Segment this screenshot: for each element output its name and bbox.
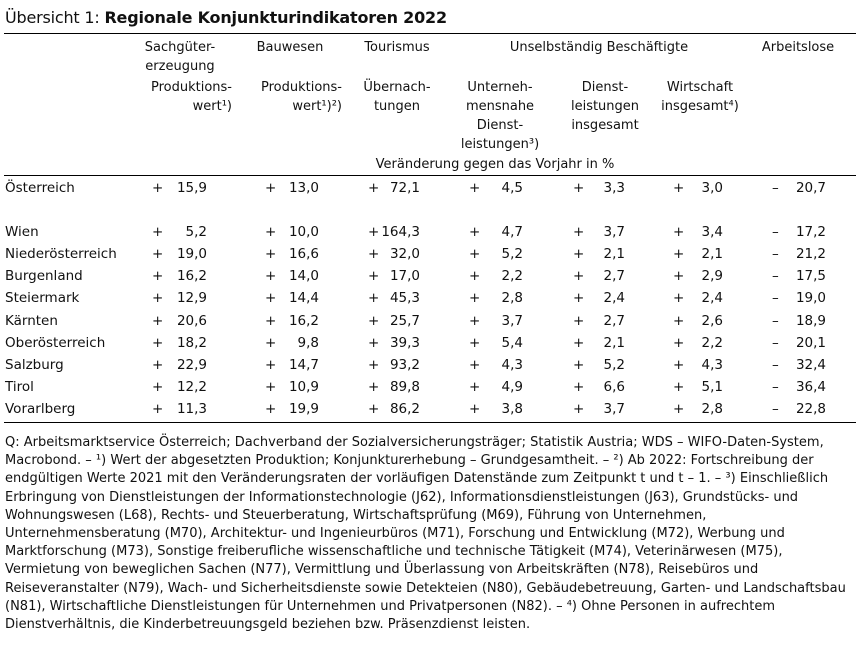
subheader-wirtschaft: Wirtschaft insgesamt⁴) — [661, 80, 739, 114]
source-notes: Q: Arbeitsmarktservice Österreich; Dachverband der Sozialversicherungsträger; Statistik Austria; WDS – WIFO-Daten-System, Macrobond. – ¹) Wert der abgesetzten Produktion; Konjunkturerhebung – Grundgesamtheit. – ²) Ab 2022: Fortschreibung der endgültigen Werte 2021 mit den Veränderungsraten der vorläufigen Datenstände zum Zeitpunkt t und t – 1. – ³) Einschließlich Erbringung von Dienstleistungen der Informationstechnologie (J62), Informationsdienstleistungen (J63), Grundstücks- und Wohnungswesen (L68), Rechts- und Steuerberatung, Wirtschaftsprüfung (M69), Führung von Unternehmen, Unternehmensberatung (M70), Architektur- und Ingenieurbüros (M71), Forschung und Entwicklung (M72), Werbung und Marktforschung (M73), Sonstige freiberufliche wissenschaftliche und technische Tätigkeit (M74), Veterinärwesen (M75), Vermietung von beweglichen Sachen (N77), Vermittlung und Überlassung von Arbeitskräften (N78), Reisebüros und Reiseveranstalter (N79), Wach- und Sicherheitsdienste sowie Detekteien (N80), Gebäudebetreuung, Garten- und Landschaftsbau (N81), Wirtschaftliche Dienstleistungen für Unternehmen und Privatpersonen (N82). – ⁴) Ohne Personen in aufrechtem Dienstverhältnis, die Kinderbetreuungsgeld beziehen bzw. Präsenzdienst leisten. — [5, 435, 846, 633]
cell-sign: + — [573, 335, 585, 351]
cell-sign: + — [368, 379, 380, 395]
cell-value: 3,7 — [603, 224, 625, 240]
cell-sign: + — [573, 224, 585, 240]
row-label: Österreich — [5, 180, 75, 196]
cell-value: 16,2 — [176, 268, 207, 284]
cell-value: 13,0 — [288, 180, 319, 196]
cell-sign: + — [368, 180, 380, 196]
cell-value: 10,9 — [288, 379, 319, 395]
cell-value: 18,9 — [795, 313, 826, 329]
cell-value: 4,7 — [501, 224, 523, 240]
cell-value: 6,6 — [603, 379, 625, 395]
cell-value: 2,1 — [701, 246, 723, 262]
cell-value: 10,0 — [288, 224, 319, 240]
rule-bottom — [4, 422, 856, 423]
cell-sign: + — [573, 313, 585, 329]
cell-sign: – — [772, 401, 779, 417]
cell-value: 14,4 — [288, 290, 319, 306]
cell-value: 15,9 — [176, 180, 207, 196]
cell-value: 12,2 — [176, 379, 207, 395]
row-label: Salzburg — [5, 357, 64, 373]
cell-value: 3,7 — [603, 401, 625, 417]
cell-sign: + — [469, 357, 481, 373]
cell-sign: + — [673, 290, 685, 306]
cell-sign: – — [772, 335, 779, 351]
cell-value: 9,8 — [297, 335, 319, 351]
cell-value: 2,9 — [701, 268, 723, 284]
cell-value: 72,1 — [389, 180, 420, 196]
cell-sign: – — [772, 246, 779, 262]
cell-value: 4,5 — [501, 180, 523, 196]
row-label: Tirol — [5, 379, 34, 395]
cell-value: 2,4 — [603, 290, 625, 306]
cell-value: 16,2 — [288, 313, 319, 329]
cell-sign: + — [673, 313, 685, 329]
cell-sign: + — [469, 180, 481, 196]
cell-sign: + — [368, 401, 380, 417]
cell-value: 25,7 — [389, 313, 420, 329]
header-arbeitslose: Arbeitslose — [761, 40, 835, 55]
cell-sign: + — [573, 357, 585, 373]
cell-sign: + — [469, 268, 481, 284]
subheader-sach: Produktions- wert¹) — [150, 80, 232, 114]
cell-sign: + — [265, 246, 277, 262]
subheader-bau: Produktions- wert¹)²) — [260, 80, 342, 114]
cell-value: 22,9 — [176, 357, 207, 373]
cell-value: 20,6 — [176, 313, 207, 329]
cell-sign: + — [573, 268, 585, 284]
cell-sign: + — [152, 290, 164, 306]
cell-value: 19,0 — [795, 290, 826, 306]
row-label: Vorarlberg — [5, 401, 76, 417]
cell-value: 17,2 — [795, 224, 826, 240]
cell-sign: + — [152, 268, 164, 284]
cell-sign: + — [469, 401, 481, 417]
cell-sign: – — [772, 180, 779, 196]
cell-sign: – — [772, 357, 779, 373]
cell-value: 5,1 — [701, 379, 723, 395]
rule-top — [4, 33, 856, 34]
cell-sign: + — [152, 224, 164, 240]
cell-value: 2,1 — [603, 335, 625, 351]
cell-sign: + — [368, 357, 380, 373]
cell-value: 2,4 — [701, 290, 723, 306]
cell-value: 32,0 — [389, 246, 420, 262]
cell-value: 14,0 — [288, 268, 319, 284]
cell-sign: – — [772, 313, 779, 329]
cell-sign: + — [152, 379, 164, 395]
cell-sign: + — [152, 313, 164, 329]
cell-value: 2,8 — [701, 401, 723, 417]
cell-value: 20,7 — [795, 180, 826, 196]
cell-value: 39,3 — [389, 335, 420, 351]
cell-value: 19,0 — [176, 246, 207, 262]
cell-value: 36,4 — [795, 379, 826, 395]
header-beschaeftigte: Unselbständig Beschäftigte — [509, 40, 689, 55]
cell-value: 2,2 — [701, 335, 723, 351]
cell-value: 86,2 — [389, 401, 420, 417]
cell-sign: + — [673, 224, 685, 240]
cell-value: 3,3 — [603, 180, 625, 196]
cell-sign: – — [772, 224, 779, 240]
cell-value: 4,3 — [501, 357, 523, 373]
cell-value: 5,2 — [501, 246, 523, 262]
cell-value: 18,2 — [176, 335, 207, 351]
cell-value: 4,9 — [501, 379, 523, 395]
cell-sign: + — [368, 268, 380, 284]
cell-sign: + — [152, 401, 164, 417]
cell-value: 12,9 — [176, 290, 207, 306]
cell-sign: + — [673, 246, 685, 262]
cell-value: 5,2 — [185, 224, 207, 240]
cell-sign: – — [772, 290, 779, 306]
cell-value: 3,8 — [501, 401, 523, 417]
table-title — [5, 8, 447, 27]
cell-sign: + — [265, 357, 277, 373]
cell-value: 21,2 — [795, 246, 826, 262]
cell-value: 2,8 — [501, 290, 523, 306]
cell-sign: + — [673, 268, 685, 284]
title-main: Regionale Konjunkturindikatoren 2022 — [104, 8, 447, 27]
cell-value: 17,0 — [389, 268, 420, 284]
cell-sign: + — [469, 313, 481, 329]
cell-sign: + — [573, 379, 585, 395]
cell-sign: + — [573, 246, 585, 262]
cell-sign: + — [368, 335, 380, 351]
cell-value: 5,4 — [501, 335, 523, 351]
cell-value: 17,5 — [795, 268, 826, 284]
cell-value: 5,2 — [603, 357, 625, 373]
row-label: Niederösterreich — [5, 246, 117, 262]
cell-sign: + — [673, 357, 685, 373]
cell-sign: + — [673, 335, 685, 351]
title-prefix: Übersicht 1: — [5, 8, 105, 27]
unit-label: Veränderung gegen das Vorjahr in % — [375, 157, 615, 172]
cell-value: 3,0 — [701, 180, 723, 196]
cell-value: 22,8 — [795, 401, 826, 417]
cell-sign: + — [573, 180, 585, 196]
cell-sign: + — [265, 335, 277, 351]
subheader-unternehmensnahe: Unterneh- mensnahe Dienst- leistungen³) — [460, 80, 540, 152]
cell-sign: + — [469, 335, 481, 351]
cell-sign: + — [265, 401, 277, 417]
cell-value: 2,2 — [501, 268, 523, 284]
cell-sign: + — [265, 313, 277, 329]
cell-value: 2,1 — [603, 246, 625, 262]
cell-value: 16,6 — [288, 246, 319, 262]
cell-sign: + — [673, 379, 685, 395]
cell-sign: + — [152, 357, 164, 373]
header-sachgueter: Sachgüter- erzeugung — [144, 40, 216, 74]
subheader-dienstleistungen: Dienst- leistungen insgesamt — [570, 80, 640, 133]
cell-value: 93,2 — [389, 357, 420, 373]
cell-sign: + — [265, 224, 277, 240]
cell-value: 32,4 — [795, 357, 826, 373]
row-label: Steiermark — [5, 290, 80, 306]
cell-sign: + — [368, 313, 380, 329]
cell-value: 3,4 — [701, 224, 723, 240]
cell-sign: + — [152, 246, 164, 262]
cell-sign: + — [265, 290, 277, 306]
cell-sign: – — [772, 379, 779, 395]
row-label: Oberösterreich — [5, 335, 106, 351]
cell-sign: + — [265, 180, 277, 196]
cell-value: 164,3 — [381, 224, 420, 240]
row-label: Wien — [5, 224, 39, 240]
cell-sign: + — [573, 290, 585, 306]
cell-sign: + — [673, 180, 685, 196]
cell-value: 3,7 — [501, 313, 523, 329]
row-label: Burgenland — [5, 268, 83, 284]
cell-value: 20,1 — [795, 335, 826, 351]
cell-sign: + — [573, 401, 585, 417]
cell-sign: + — [469, 290, 481, 306]
cell-value: 14,7 — [288, 357, 319, 373]
cell-sign: + — [152, 180, 164, 196]
cell-sign: + — [152, 335, 164, 351]
cell-value: 11,3 — [176, 401, 207, 417]
cell-sign: + — [469, 379, 481, 395]
cell-value: 2,6 — [701, 313, 723, 329]
cell-sign: + — [368, 246, 380, 262]
cell-value: 89,8 — [389, 379, 420, 395]
cell-value: 2,7 — [603, 313, 625, 329]
cell-sign: + — [673, 401, 685, 417]
cell-value: 19,9 — [288, 401, 319, 417]
header-bauwesen: Bauwesen — [256, 40, 324, 55]
cell-sign: + — [265, 268, 277, 284]
rule-header-bottom — [4, 175, 856, 176]
header-tourismus: Tourismus — [364, 40, 430, 55]
cell-sign: + — [368, 290, 380, 306]
cell-value: 4,3 — [701, 357, 723, 373]
subheader-tour: Übernach- tungen — [363, 80, 431, 114]
cell-value: 45,3 — [389, 290, 420, 306]
cell-sign: – — [772, 268, 779, 284]
cell-value: 2,7 — [603, 268, 625, 284]
cell-sign: + — [368, 224, 380, 240]
cell-sign: + — [469, 246, 481, 262]
cell-sign: + — [469, 224, 481, 240]
cell-sign: + — [265, 379, 277, 395]
row-label: Kärnten — [5, 313, 58, 329]
